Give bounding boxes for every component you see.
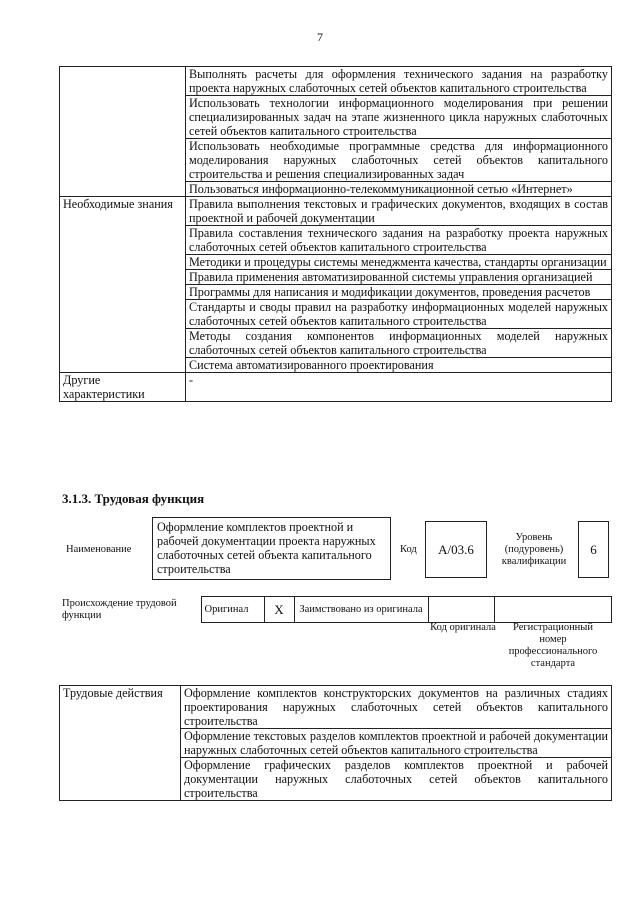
table-cell: Оформление графических разделов комплектов проектной и рабочей документации наружных слаботочных сетей объектов капитального строительства	[181, 758, 612, 801]
origin-label: Происхождение трудовой функции	[62, 597, 177, 621]
origin-reg-cell	[494, 597, 611, 623]
row-label: Трудовые действия	[60, 686, 181, 801]
table-cell: Использовать необходимые программные средства для информационного моделирования наружных слаботочных сетей объектов капитального строительства и решения специализированных задач	[186, 139, 612, 182]
table-cell: Методики и процедуры системы менеджмента качества, стандарты организации	[186, 255, 612, 270]
reg-caption: Регистрационный номер профессионального стандарта	[508, 622, 598, 669]
table-cell: Выполнять расчеты для оформления технического задания на разработку проекта наружных слаботочных сетей объектов капитального строительства	[186, 67, 612, 96]
table-row	[59, 597, 611, 623]
row-label: Другие характеристики	[60, 373, 186, 402]
level-box	[578, 521, 609, 578]
section-heading: 3.1.3. Трудовая функция	[62, 491, 205, 506]
row-label: Необходимые знания	[60, 197, 186, 373]
name-label: Наименование	[66, 544, 132, 555]
table-cell: Программы для написания и модификации документов, проведения расчетов	[186, 285, 612, 300]
table-cell: -	[186, 373, 612, 402]
table-row	[60, 197, 612, 226]
level-value: 6	[590, 541, 597, 557]
code-caption: Код оригинала	[430, 622, 496, 633]
table-cell: Система автоматизированного проектирования	[186, 358, 612, 373]
table-cell: Методы создания компонентов информационных моделей наружных слаботочных сетей объектов капитального строительства	[186, 329, 612, 358]
original-mark: X	[264, 597, 294, 623]
table-cell: Использовать технологии информационного моделирования при решении специализированных задач на этапе жизненного цикла наружных слаботочных сетей объектов капитального строительства	[186, 96, 612, 139]
origin-code-cell	[428, 597, 494, 623]
table-row	[60, 373, 612, 402]
table-cell: Правила выполнения текстовых и графических документов, входящих в состав проектной и рабочей документации	[186, 197, 612, 226]
skills-knowledge-table	[59, 66, 612, 402]
origin-table	[59, 596, 612, 623]
table-cell: Правила составления технического задания на разработку проекта наружных слаботочных сетей объектов капитального строительства	[186, 226, 612, 255]
table-cell: Оформление текстовых разделов комплектов проектной и рабочей документации наружных слаботочных сетей объектов капитального строительства	[181, 729, 612, 758]
table-row	[60, 67, 612, 96]
page-number: 7	[317, 30, 323, 44]
code-label: Код	[400, 544, 417, 555]
table-row	[60, 686, 612, 729]
table-cell: Оформление комплектов конструкторских документов на различных стадиях проектирования наружных слаботочных сетей объектов капитального строительства	[181, 686, 612, 729]
labor-actions-table	[59, 685, 612, 801]
function-name-value: Оформление комплектов проектной и рабочей документации проекта наружных слаботочных сетей объекта капитального строительства	[157, 520, 376, 576]
function-name-box	[152, 517, 391, 580]
borrowed-label: Заимствовано из оригинала	[294, 597, 428, 623]
table-cell: Стандарты и своды правил на разработку информационных моделей наружных слаботочных сетей объектов капитального строительства	[186, 300, 612, 329]
level-label: Уровень (подуровень) квалификации	[501, 532, 567, 567]
code-value: A/03.6	[438, 541, 474, 557]
table-cell: Пользоваться информационно-телекоммуникационной сетью «Интернет»	[186, 182, 612, 197]
table-cell: Правила применения автоматизированной системы управления организацией	[186, 270, 612, 285]
row-label	[60, 67, 186, 197]
code-box	[425, 521, 487, 578]
original-label: Оригинал	[201, 597, 264, 623]
